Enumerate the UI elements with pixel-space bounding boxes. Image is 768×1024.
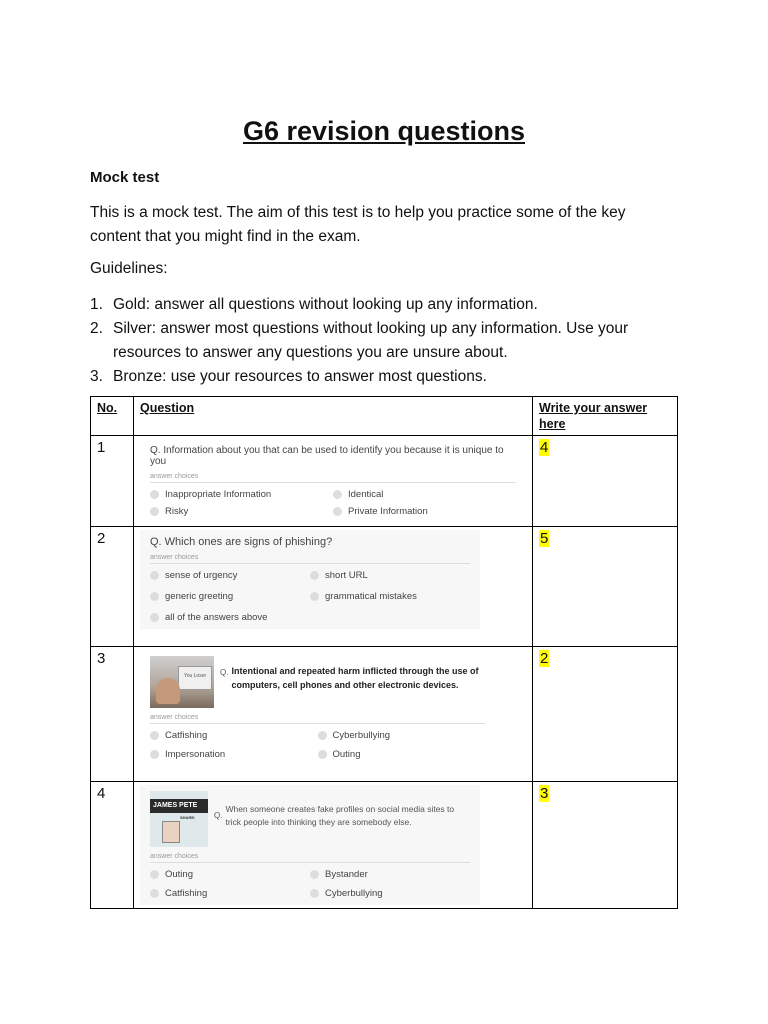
radio-icon — [318, 731, 327, 740]
laptop-screen: You Loser — [178, 666, 212, 690]
radio-icon — [150, 889, 159, 898]
choice-label: grammatical mistakes — [325, 591, 417, 602]
question-header — [150, 791, 470, 847]
answer-choice — [318, 730, 486, 741]
question-cell — [134, 782, 533, 909]
choice-label: Bystander — [325, 869, 368, 880]
question-image — [150, 656, 214, 708]
choice-label: Identical — [348, 489, 384, 500]
radio-icon — [150, 592, 159, 601]
page-title: G6 revision questions — [242, 116, 526, 146]
answer-cell — [533, 436, 678, 527]
choice-label: Cyberbullying — [332, 730, 391, 741]
choice-label: Outing — [165, 869, 193, 880]
question-header — [150, 656, 485, 708]
guideline-text: Gold: answer all questions without looking up any information. — [113, 296, 538, 313]
choice-label: Risky — [165, 506, 189, 517]
answer-choice — [310, 888, 470, 899]
guideline-text: Silver: answer most questions without looking up any information. Use your resources to answer any questions you are unsure about. — [113, 320, 629, 361]
question-number: 4 — [97, 785, 106, 802]
guideline-number: 3. — [90, 368, 103, 385]
table-row — [91, 782, 678, 909]
answer-choice — [150, 506, 333, 517]
guideline-item — [90, 293, 680, 317]
answer-choice — [150, 749, 318, 760]
radio-icon — [150, 870, 159, 879]
radio-icon — [150, 750, 159, 759]
question-card — [140, 650, 495, 766]
questions-table — [90, 396, 678, 909]
answer-cell — [533, 647, 678, 782]
choice-label: all of the answers above — [165, 612, 268, 623]
question-card — [140, 785, 480, 905]
subtitle: Mock test — [90, 169, 160, 186]
radio-icon — [150, 731, 159, 740]
answer-choices — [150, 570, 470, 623]
table-row — [91, 647, 678, 782]
question-text: Intentional and repeated harm inflicted through the use of computers, cell phones and other electronic devices. — [231, 666, 479, 690]
choice-label: Catfishing — [165, 730, 208, 741]
choice-label: Impersonation — [165, 749, 226, 760]
radio-icon — [310, 870, 319, 879]
radio-icon — [150, 490, 159, 499]
guideline-item — [90, 317, 680, 365]
profile-banner: JAMES PETE — [150, 799, 208, 813]
question-cell — [134, 647, 533, 782]
answer-choice — [150, 869, 310, 880]
radio-icon — [318, 750, 327, 759]
question-cell — [134, 436, 533, 527]
radio-icon — [150, 507, 159, 516]
question-label: Q. — [214, 811, 223, 820]
question-text: Q. Which ones are signs of phishing? — [150, 536, 333, 548]
radio-icon — [150, 571, 159, 580]
question-card — [140, 530, 480, 629]
answer-choice — [310, 869, 470, 880]
guideline-number: 2. — [90, 320, 103, 337]
choice-label: sense of urgency — [165, 570, 238, 581]
question-cell — [134, 527, 533, 647]
question-image — [150, 791, 208, 847]
answer-choices — [150, 489, 516, 517]
intro-paragraph: This is a mock test. The aim of this test is to help you practice some of the key content that you might find in the exam. — [90, 204, 626, 245]
answer-choice — [150, 489, 333, 500]
answer-choice — [318, 749, 486, 760]
question-text: Q. Information about you that can be used to identify you because it is unique to you — [150, 445, 504, 467]
choice-label: Inappropriate Information — [165, 489, 272, 500]
answer-choice — [333, 489, 516, 500]
choice-label: Cyberbullying — [325, 888, 383, 899]
person-shape — [156, 678, 180, 704]
question-number: 2 — [97, 530, 106, 547]
guideline-item — [90, 365, 680, 389]
choice-label: Catfishing — [165, 888, 208, 899]
answer-choices — [150, 869, 470, 899]
guideline-text: Bronze: use your resources to answer most questions. — [113, 368, 487, 385]
answer-choice — [150, 570, 310, 581]
guideline-number: 1. — [90, 296, 103, 313]
table-header-row — [91, 397, 678, 436]
guidelines-label: Guidelines: — [90, 260, 168, 277]
question-text: When someone creates fake profiles on social media sites to trick people into thinking they are somebody else. — [225, 804, 455, 827]
guidelines-list — [90, 293, 680, 389]
header-answer: Write your answer here — [533, 397, 678, 436]
answer-choice — [150, 612, 310, 623]
radio-icon — [150, 613, 159, 622]
answer-cell — [533, 782, 678, 909]
profile-share: SHARE: — [180, 815, 196, 820]
table-row — [91, 436, 678, 527]
answer-choices-label: answer choices — [150, 473, 516, 483]
choice-label: Private Information — [348, 506, 428, 517]
header-question: Question — [134, 397, 533, 436]
answer-choice — [333, 506, 516, 517]
answer-choice — [310, 591, 470, 602]
radio-icon — [310, 571, 319, 580]
answer-cell — [533, 527, 678, 647]
question-label: Q. — [220, 668, 229, 677]
answer-choices-label: answer choices — [150, 714, 485, 724]
radio-icon — [333, 507, 342, 516]
question-number: 3 — [97, 650, 106, 667]
answer-value: 5 — [540, 530, 549, 547]
header-no: No. — [91, 397, 134, 436]
answer-value: 2 — [540, 650, 549, 667]
answer-choices — [150, 730, 485, 760]
profile-photo — [162, 821, 180, 843]
answer-value: 3 — [540, 785, 549, 802]
answer-choice — [310, 570, 470, 581]
question-card — [140, 439, 526, 523]
answer-choice — [150, 888, 310, 899]
question-number: 1 — [97, 439, 106, 456]
radio-icon — [310, 592, 319, 601]
answer-value: 4 — [540, 439, 549, 456]
answer-choices-label: answer choices — [150, 853, 470, 863]
answer-choice — [150, 591, 310, 602]
answer-choice — [150, 730, 318, 741]
radio-icon — [333, 490, 342, 499]
choice-label: short URL — [325, 570, 368, 581]
choice-label: generic greeting — [165, 591, 234, 602]
choice-label: Outing — [332, 749, 361, 760]
table-row — [91, 527, 678, 647]
answer-choices-label: answer choices — [150, 554, 470, 564]
radio-icon — [310, 889, 319, 898]
